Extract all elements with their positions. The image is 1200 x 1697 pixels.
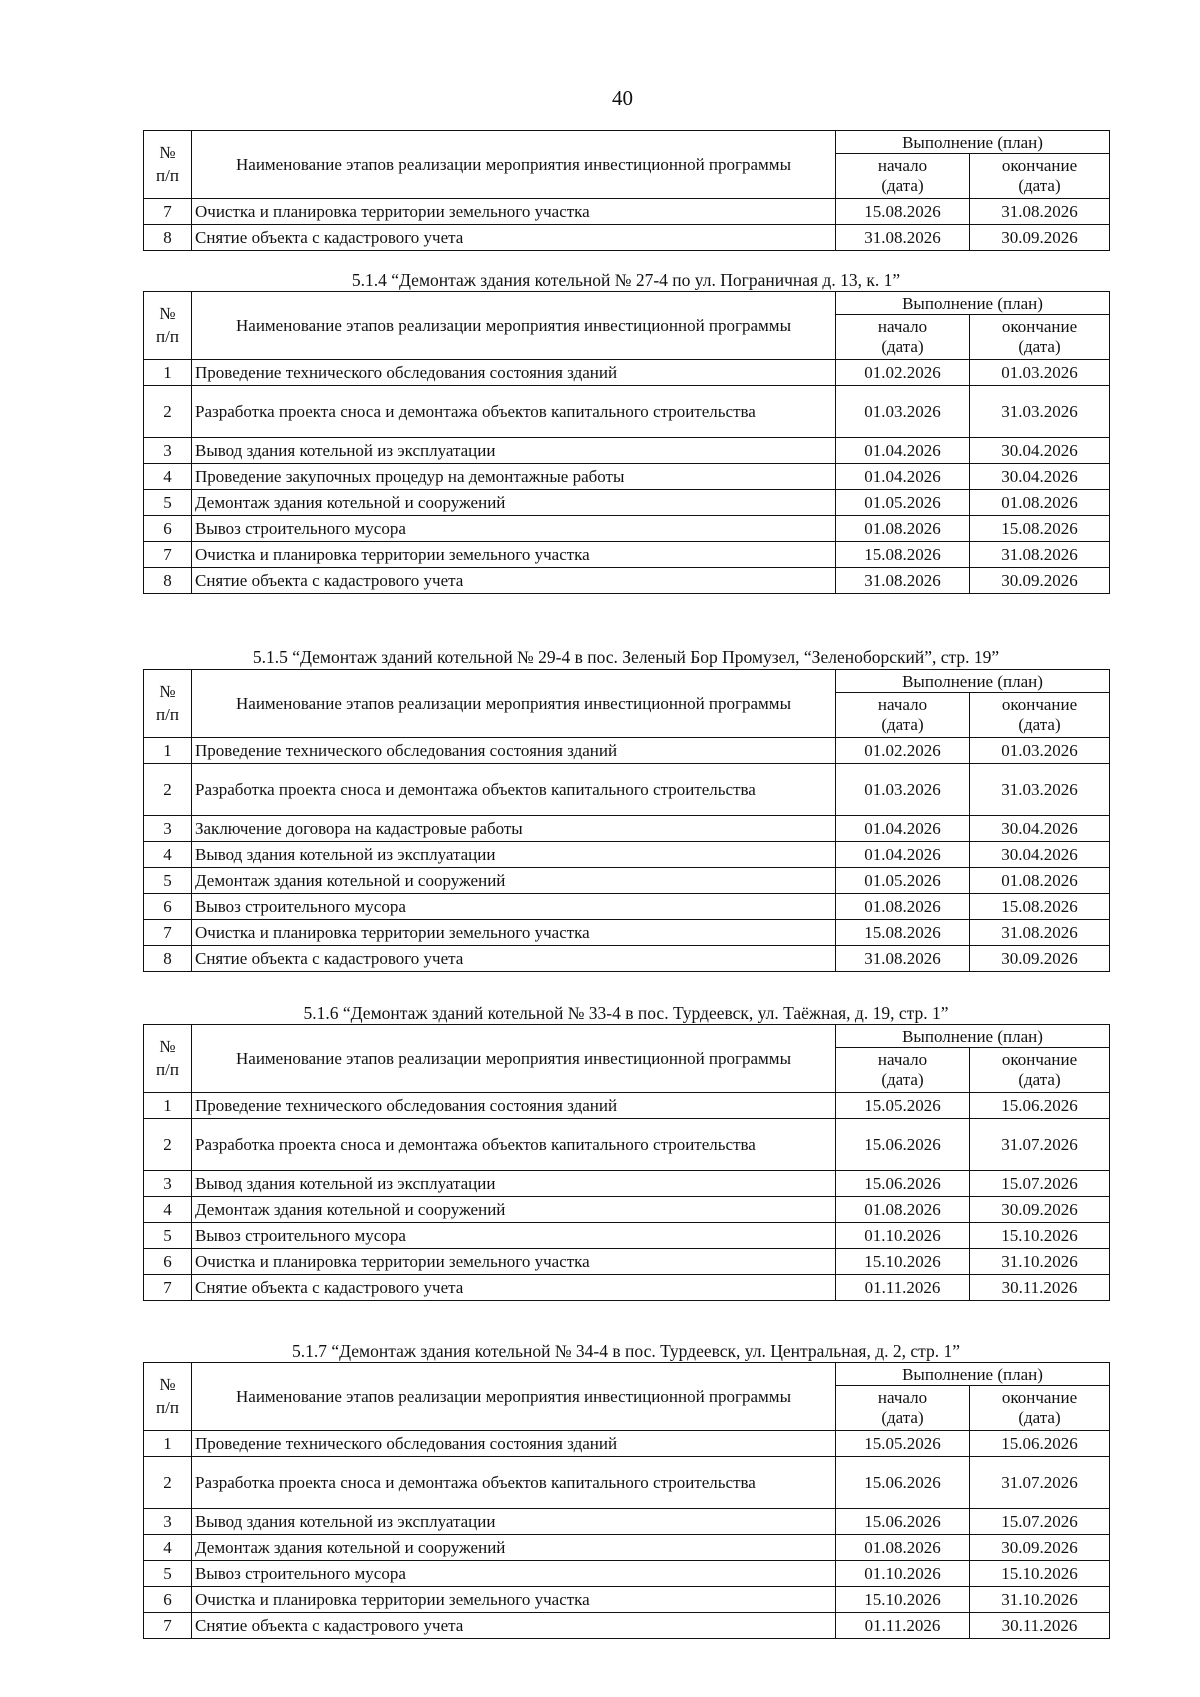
row-start-date: 01.11.2026 xyxy=(836,1613,970,1639)
table-row xyxy=(144,816,1110,842)
row-stage-name: Снятие объекта с кадастрового учета xyxy=(192,568,836,594)
row-start-date: 01.04.2026 xyxy=(836,816,970,842)
table-row xyxy=(144,1509,1110,1535)
table-row xyxy=(144,920,1110,946)
header-start: начало (дата) xyxy=(836,693,970,738)
table-row xyxy=(144,1431,1110,1457)
header-execution: Выполнение (план) xyxy=(836,670,1110,693)
header-num: № п/п xyxy=(144,131,192,199)
row-start-date: 15.05.2026 xyxy=(836,1093,970,1119)
row-end-date: 31.10.2026 xyxy=(970,1249,1110,1275)
table-row xyxy=(144,1587,1110,1613)
row-end-date: 30.09.2026 xyxy=(970,1535,1110,1561)
row-start-date: 01.08.2026 xyxy=(836,1197,970,1223)
row-end-date: 30.04.2026 xyxy=(970,438,1110,464)
row-stage-name: Заключение договора на кадастровые работы xyxy=(192,816,836,842)
row-end-date: 30.09.2026 xyxy=(970,568,1110,594)
row-start-date: 01.05.2026 xyxy=(836,868,970,894)
section-title-5-1-7: 5.1.7 “Демонтаж здания котельной № 34-4 в пос. Турдеевск, ул. Центральная, д. 2, стр. 1” xyxy=(291,1341,961,1361)
row-number: 8 xyxy=(144,568,192,594)
row-stage-name: Очистка и планировка территории земельного участка xyxy=(192,1249,836,1275)
row-number: 6 xyxy=(144,1587,192,1613)
row-stage-name: Очистка и планировка территории земельного участка xyxy=(192,199,836,225)
row-number: 2 xyxy=(144,1119,192,1171)
row-end-date: 30.09.2026 xyxy=(970,1197,1110,1223)
row-start-date: 15.10.2026 xyxy=(836,1587,970,1613)
row-end-date: 31.08.2026 xyxy=(970,920,1110,946)
header-start: начало (дата) xyxy=(836,1386,970,1431)
row-stage-name: Демонтаж здания котельной и сооружений xyxy=(192,868,836,894)
row-start-date: 15.05.2026 xyxy=(836,1431,970,1457)
table-row xyxy=(144,225,1110,251)
row-stage-name: Снятие объекта с кадастрового учета xyxy=(192,1613,836,1639)
row-number: 5 xyxy=(144,490,192,516)
row-start-date: 31.08.2026 xyxy=(836,568,970,594)
table-row xyxy=(144,738,1110,764)
header-name: Наименование этапов реализации мероприятия инвестиционной программы xyxy=(192,292,836,360)
row-number: 5 xyxy=(144,1561,192,1587)
row-stage-name: Демонтаж здания котельной и сооружений xyxy=(192,490,836,516)
row-stage-name: Разработка проекта сноса и демонтажа объектов капитального строительства xyxy=(192,1457,836,1509)
row-stage-name: Снятие объекта с кадастрового учета xyxy=(192,946,836,972)
row-end-date: 31.10.2026 xyxy=(970,1587,1110,1613)
table-row xyxy=(144,764,1110,816)
row-number: 1 xyxy=(144,360,192,386)
row-number: 8 xyxy=(144,225,192,251)
header-start: начало (дата) xyxy=(836,154,970,199)
table-row xyxy=(144,868,1110,894)
row-number: 1 xyxy=(144,1093,192,1119)
table-row xyxy=(144,568,1110,594)
header-end: окончание (дата) xyxy=(970,1048,1110,1093)
header-end: окончание (дата) xyxy=(970,315,1110,360)
row-stage-name: Проведение технического обследования состояния зданий xyxy=(192,1093,836,1119)
row-end-date: 31.07.2026 xyxy=(970,1457,1110,1509)
row-end-date: 30.04.2026 xyxy=(970,842,1110,868)
table-row xyxy=(144,1171,1110,1197)
header-execution: Выполнение (план) xyxy=(836,1025,1110,1048)
row-number: 2 xyxy=(144,386,192,438)
row-stage-name: Вывод здания котельной из эксплуатации xyxy=(192,842,836,868)
row-number: 7 xyxy=(144,1613,192,1639)
row-start-date: 01.03.2026 xyxy=(836,764,970,816)
row-start-date: 15.08.2026 xyxy=(836,199,970,225)
header-name: Наименование этапов реализации мероприятия инвестиционной программы xyxy=(192,1363,836,1431)
row-stage-name: Разработка проекта сноса и демонтажа объектов капитального строительства xyxy=(192,764,836,816)
header-execution: Выполнение (план) xyxy=(836,292,1110,315)
header-end: окончание (дата) xyxy=(970,154,1110,199)
row-number: 1 xyxy=(144,738,192,764)
row-start-date: 15.06.2026 xyxy=(836,1171,970,1197)
row-start-date: 01.03.2026 xyxy=(836,386,970,438)
row-stage-name: Демонтаж здания котельной и сооружений xyxy=(192,1535,836,1561)
row-number: 2 xyxy=(144,764,192,816)
row-start-date: 01.11.2026 xyxy=(836,1275,970,1301)
plan-table-5-1-4 xyxy=(143,291,1110,594)
table-row xyxy=(144,490,1110,516)
row-stage-name: Снятие объекта с кадастрового учета xyxy=(192,225,836,251)
row-stage-name: Демонтаж здания котельной и сооружений xyxy=(192,1197,836,1223)
section-title-5-1-6: 5.1.6 “Демонтаж зданий котельной № 33-4 в пос. Турдеевск, ул. Таёжная, д. 19, стр. 1” xyxy=(303,1003,949,1023)
header-execution: Выполнение (план) xyxy=(836,131,1110,154)
row-end-date: 31.03.2026 xyxy=(970,386,1110,438)
row-stage-name: Снятие объекта с кадастрового учета xyxy=(192,1275,836,1301)
table-row xyxy=(144,946,1110,972)
header-name: Наименование этапов реализации мероприятия инвестиционной программы xyxy=(192,1025,836,1093)
table-row xyxy=(144,386,1110,438)
row-number: 4 xyxy=(144,842,192,868)
table-row xyxy=(144,1119,1110,1171)
row-stage-name: Разработка проекта сноса и демонтажа объектов капитального строительства xyxy=(192,386,836,438)
table-row xyxy=(144,542,1110,568)
header-start: начало (дата) xyxy=(836,1048,970,1093)
table-row xyxy=(144,360,1110,386)
table-row xyxy=(144,1093,1110,1119)
row-number: 4 xyxy=(144,1535,192,1561)
row-number: 8 xyxy=(144,946,192,972)
row-number: 2 xyxy=(144,1457,192,1509)
row-number: 6 xyxy=(144,1249,192,1275)
plan-table-5-1-5 xyxy=(143,669,1110,972)
row-end-date: 30.11.2026 xyxy=(970,1613,1110,1639)
table-row xyxy=(144,199,1110,225)
table-row xyxy=(144,842,1110,868)
row-start-date: 01.08.2026 xyxy=(836,1535,970,1561)
row-start-date: 01.08.2026 xyxy=(836,894,970,920)
row-start-date: 01.02.2026 xyxy=(836,738,970,764)
row-number: 7 xyxy=(144,1275,192,1301)
row-end-date: 15.08.2026 xyxy=(970,894,1110,920)
header-execution: Выполнение (план) xyxy=(836,1363,1110,1386)
row-stage-name: Вывод здания котельной из эксплуатации xyxy=(192,1509,836,1535)
table-row xyxy=(144,516,1110,542)
row-start-date: 31.08.2026 xyxy=(836,946,970,972)
plan-table-continuation xyxy=(143,130,1110,251)
header-end: окончание (дата) xyxy=(970,1386,1110,1431)
row-number: 4 xyxy=(144,464,192,490)
row-number: 1 xyxy=(144,1431,192,1457)
header-end: окончание (дата) xyxy=(970,693,1110,738)
row-number: 7 xyxy=(144,199,192,225)
row-stage-name: Вывоз строительного мусора xyxy=(192,1223,836,1249)
row-number: 3 xyxy=(144,1509,192,1535)
header-num: № п/п xyxy=(144,670,192,738)
row-end-date: 31.08.2026 xyxy=(970,542,1110,568)
row-start-date: 01.05.2026 xyxy=(836,490,970,516)
row-start-date: 01.04.2026 xyxy=(836,438,970,464)
row-start-date: 31.08.2026 xyxy=(836,225,970,251)
header-start: начало (дата) xyxy=(836,315,970,360)
row-start-date: 15.06.2026 xyxy=(836,1119,970,1171)
row-end-date: 30.04.2026 xyxy=(970,816,1110,842)
header-num: № п/п xyxy=(144,1025,192,1093)
row-start-date: 01.10.2026 xyxy=(836,1561,970,1587)
row-stage-name: Проведение технического обследования состояния зданий xyxy=(192,738,836,764)
row-end-date: 15.08.2026 xyxy=(970,516,1110,542)
row-end-date: 31.07.2026 xyxy=(970,1119,1110,1171)
table-row xyxy=(144,1197,1110,1223)
row-start-date: 01.08.2026 xyxy=(836,516,970,542)
row-stage-name: Вывоз строительного мусора xyxy=(192,516,836,542)
row-number: 7 xyxy=(144,542,192,568)
row-end-date: 15.06.2026 xyxy=(970,1431,1110,1457)
table-row xyxy=(144,438,1110,464)
row-start-date: 15.08.2026 xyxy=(836,920,970,946)
row-end-date: 15.07.2026 xyxy=(970,1509,1110,1535)
row-stage-name: Проведение технического обследования состояния зданий xyxy=(192,360,836,386)
row-number: 6 xyxy=(144,516,192,542)
row-stage-name: Проведение технического обследования состояния зданий xyxy=(192,1431,836,1457)
table-row xyxy=(144,1535,1110,1561)
row-stage-name: Очистка и планировка территории земельного участка xyxy=(192,920,836,946)
row-end-date: 01.08.2026 xyxy=(970,868,1110,894)
row-number: 4 xyxy=(144,1197,192,1223)
table-row xyxy=(144,894,1110,920)
row-end-date: 30.09.2026 xyxy=(970,225,1110,251)
row-number: 5 xyxy=(144,1223,192,1249)
row-end-date: 31.03.2026 xyxy=(970,764,1110,816)
row-start-date: 01.10.2026 xyxy=(836,1223,970,1249)
row-end-date: 31.08.2026 xyxy=(970,199,1110,225)
row-end-date: 15.10.2026 xyxy=(970,1561,1110,1587)
row-number: 6 xyxy=(144,894,192,920)
row-stage-name: Разработка проекта сноса и демонтажа объектов капитального строительства xyxy=(192,1119,836,1171)
row-stage-name: Вывод здания котельной из эксплуатации xyxy=(192,438,836,464)
header-num: № п/п xyxy=(144,1363,192,1431)
row-end-date: 30.04.2026 xyxy=(970,464,1110,490)
row-stage-name: Проведение закупочных процедур на демонтажные работы xyxy=(192,464,836,490)
row-end-date: 01.03.2026 xyxy=(970,360,1110,386)
header-num: № п/п xyxy=(144,292,192,360)
row-number: 7 xyxy=(144,920,192,946)
row-number: 3 xyxy=(144,438,192,464)
row-number: 5 xyxy=(144,868,192,894)
row-end-date: 01.08.2026 xyxy=(970,490,1110,516)
row-stage-name: Вывоз строительного мусора xyxy=(192,1561,836,1587)
row-end-date: 15.07.2026 xyxy=(970,1171,1110,1197)
row-stage-name: Очистка и планировка территории земельного участка xyxy=(192,1587,836,1613)
row-number: 3 xyxy=(144,816,192,842)
row-stage-name: Вывоз строительного мусора xyxy=(192,894,836,920)
row-start-date: 15.08.2026 xyxy=(836,542,970,568)
plan-table-5-1-7 xyxy=(143,1362,1110,1639)
table-row xyxy=(144,1223,1110,1249)
plan-table-5-1-6 xyxy=(143,1024,1110,1301)
row-end-date: 01.03.2026 xyxy=(970,738,1110,764)
row-start-date: 15.06.2026 xyxy=(836,1509,970,1535)
table-row xyxy=(144,1561,1110,1587)
section-title-5-1-4: 5.1.4 “Демонтаж здания котельной № 27-4 по ул. Пограничная д. 13, к. 1” xyxy=(351,270,901,290)
table-row xyxy=(144,1249,1110,1275)
table-row xyxy=(144,1457,1110,1509)
row-end-date: 30.11.2026 xyxy=(970,1275,1110,1301)
row-end-date: 15.10.2026 xyxy=(970,1223,1110,1249)
header-name: Наименование этапов реализации мероприятия инвестиционной программы xyxy=(192,131,836,199)
table-row xyxy=(144,1613,1110,1639)
section-title-5-1-5: 5.1.5 “Демонтаж зданий котельной № 29-4 в пос. Зеленый Бор Промузел, “Зеленоборский”, стр. 19” xyxy=(252,647,1000,667)
row-start-date: 01.02.2026 xyxy=(836,360,970,386)
row-end-date: 15.06.2026 xyxy=(970,1093,1110,1119)
row-start-date: 01.04.2026 xyxy=(836,464,970,490)
row-start-date: 01.04.2026 xyxy=(836,842,970,868)
row-stage-name: Очистка и планировка территории земельного участка xyxy=(192,542,836,568)
row-start-date: 15.10.2026 xyxy=(836,1249,970,1275)
header-name: Наименование этапов реализации мероприятия инвестиционной программы xyxy=(192,670,836,738)
row-number: 3 xyxy=(144,1171,192,1197)
table-row xyxy=(144,1275,1110,1301)
page-number: 40 xyxy=(612,86,633,110)
row-start-date: 15.06.2026 xyxy=(836,1457,970,1509)
table-row xyxy=(144,464,1110,490)
row-stage-name: Вывод здания котельной из эксплуатации xyxy=(192,1171,836,1197)
row-end-date: 30.09.2026 xyxy=(970,946,1110,972)
